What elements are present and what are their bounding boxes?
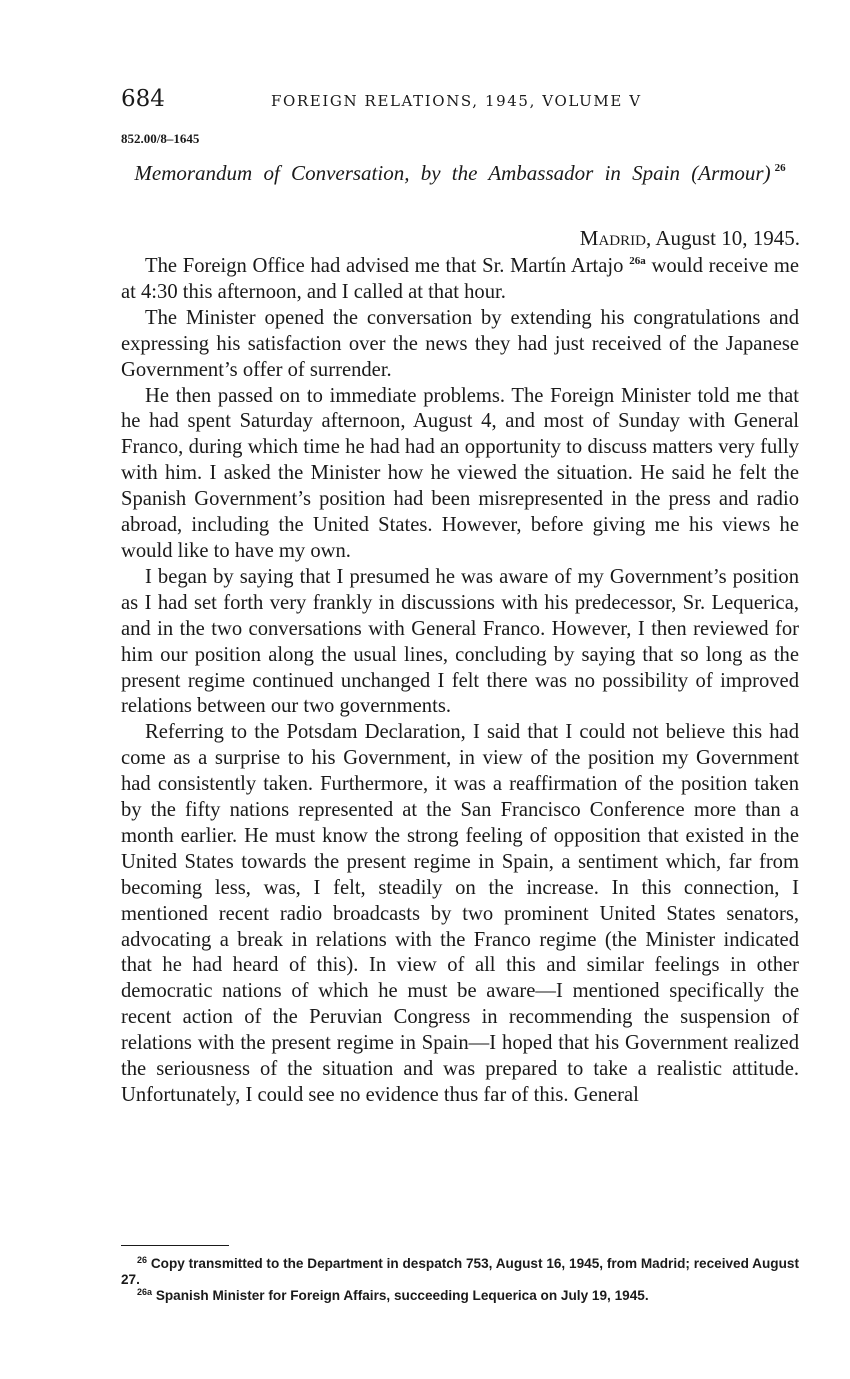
footnote (121, 1256, 799, 1288)
document-title (121, 155, 799, 187)
footnote-text: Copy transmitted to the Department in despatch 753, August 16, 1945, from Madrid; received August 27. (121, 1256, 800, 1287)
dateline (580, 226, 800, 251)
title-footnote-ref: 26 (774, 162, 786, 174)
running-title: FOREIGN RELATIONS, 1945, VOLUME V (271, 92, 642, 110)
footnote (121, 1288, 799, 1304)
footnote-text: Spanish Minister for Foreign Affairs, succeeding Lequerica on July 19, 1945. (155, 1288, 649, 1303)
page-number: 684 (121, 86, 165, 112)
paragraph: I began by saying that I presumed he was aware of my Government’s position as I had set forth very frankly in discussions with his predecessor, Sr. Lequerica, and in the two conversations with General Franco. However, I then reviewed for him our position along the usual lines, concluding by saying that so long as the present regime continued unchanged I felt there was no possibility of improved relations between our two governments. (121, 565, 799, 718)
paragraph: The Minister opened the conversation by extending his congratulations and expressing his satisfaction over the news they had just received of the Japanese Government’s offer of surrender. (121, 306, 799, 381)
dateline-place: Madrid, (579, 226, 652, 250)
footnote-divider (121, 1245, 229, 1246)
footnotes (121, 1256, 799, 1304)
paragraph (121, 254, 799, 306)
paragraph-text: would receive me at 4:30 this afternoon, and I called at that hour. (121, 255, 800, 303)
paragraph: Referring to the Potsdam Declaration, I said that I could not believe this had come as a surprise to his Government, in view of the position my Government had consistently taken. Furthermore, it was a reaffirmation of the position taken by the fifty nations represented at the San Francisco Conference more than a month earlier. He must know the strong feeling of opposition that existed in the United States towards the present regime in Spain, a sentiment which, far from becoming less, was, I felt, steadily on the increase. In this connection, I mentioned recent radio broadcasts by two prominent United States senators, advocating a break in relations with the Franco regime (the Minister indicated that he had heard of this). In view of all this and similar feelings in other democratic nations of which he must be aware—I mentioned specifically the recent action of the Peruvian Congress in recommending the suspension of relations with the present regime in Spain—I hoped that his Government realized the seriousness of the situation and was prepared to take a realistic attitude. Unfortunately, I could see no evidence thus far of this. General (121, 721, 799, 1106)
document-title-text: Memorandum of Conversation, by the Ambassador in Spain (Armour) (134, 161, 771, 185)
paragraph-text: The Foreign Office had advised me that Sr. Martín Artajo (145, 255, 624, 277)
running-head (121, 86, 801, 114)
paragraph: He then passed on to immediate problems. The Foreign Minister told me that he had spent Saturday afternoon, August 4, and most of Sunday with General Franco, during which time he had had an opportunity to discuss matters very fully with him. I asked the Minister how he viewed the situation. He said he felt the Spanish Government’s position had been misrepresented in the press and radio abroad, including the United States. However, before giving me his views he would like to have my own. (121, 384, 799, 562)
footnote-marker: 26 (137, 1255, 148, 1265)
body-text (121, 254, 799, 1109)
footnote-ref: 26a (629, 255, 646, 267)
dateline-date: August 10, 1945. (655, 226, 800, 250)
footnote-marker: 26a (137, 1287, 153, 1297)
file-number: 852.00/8–1645 (121, 131, 200, 146)
